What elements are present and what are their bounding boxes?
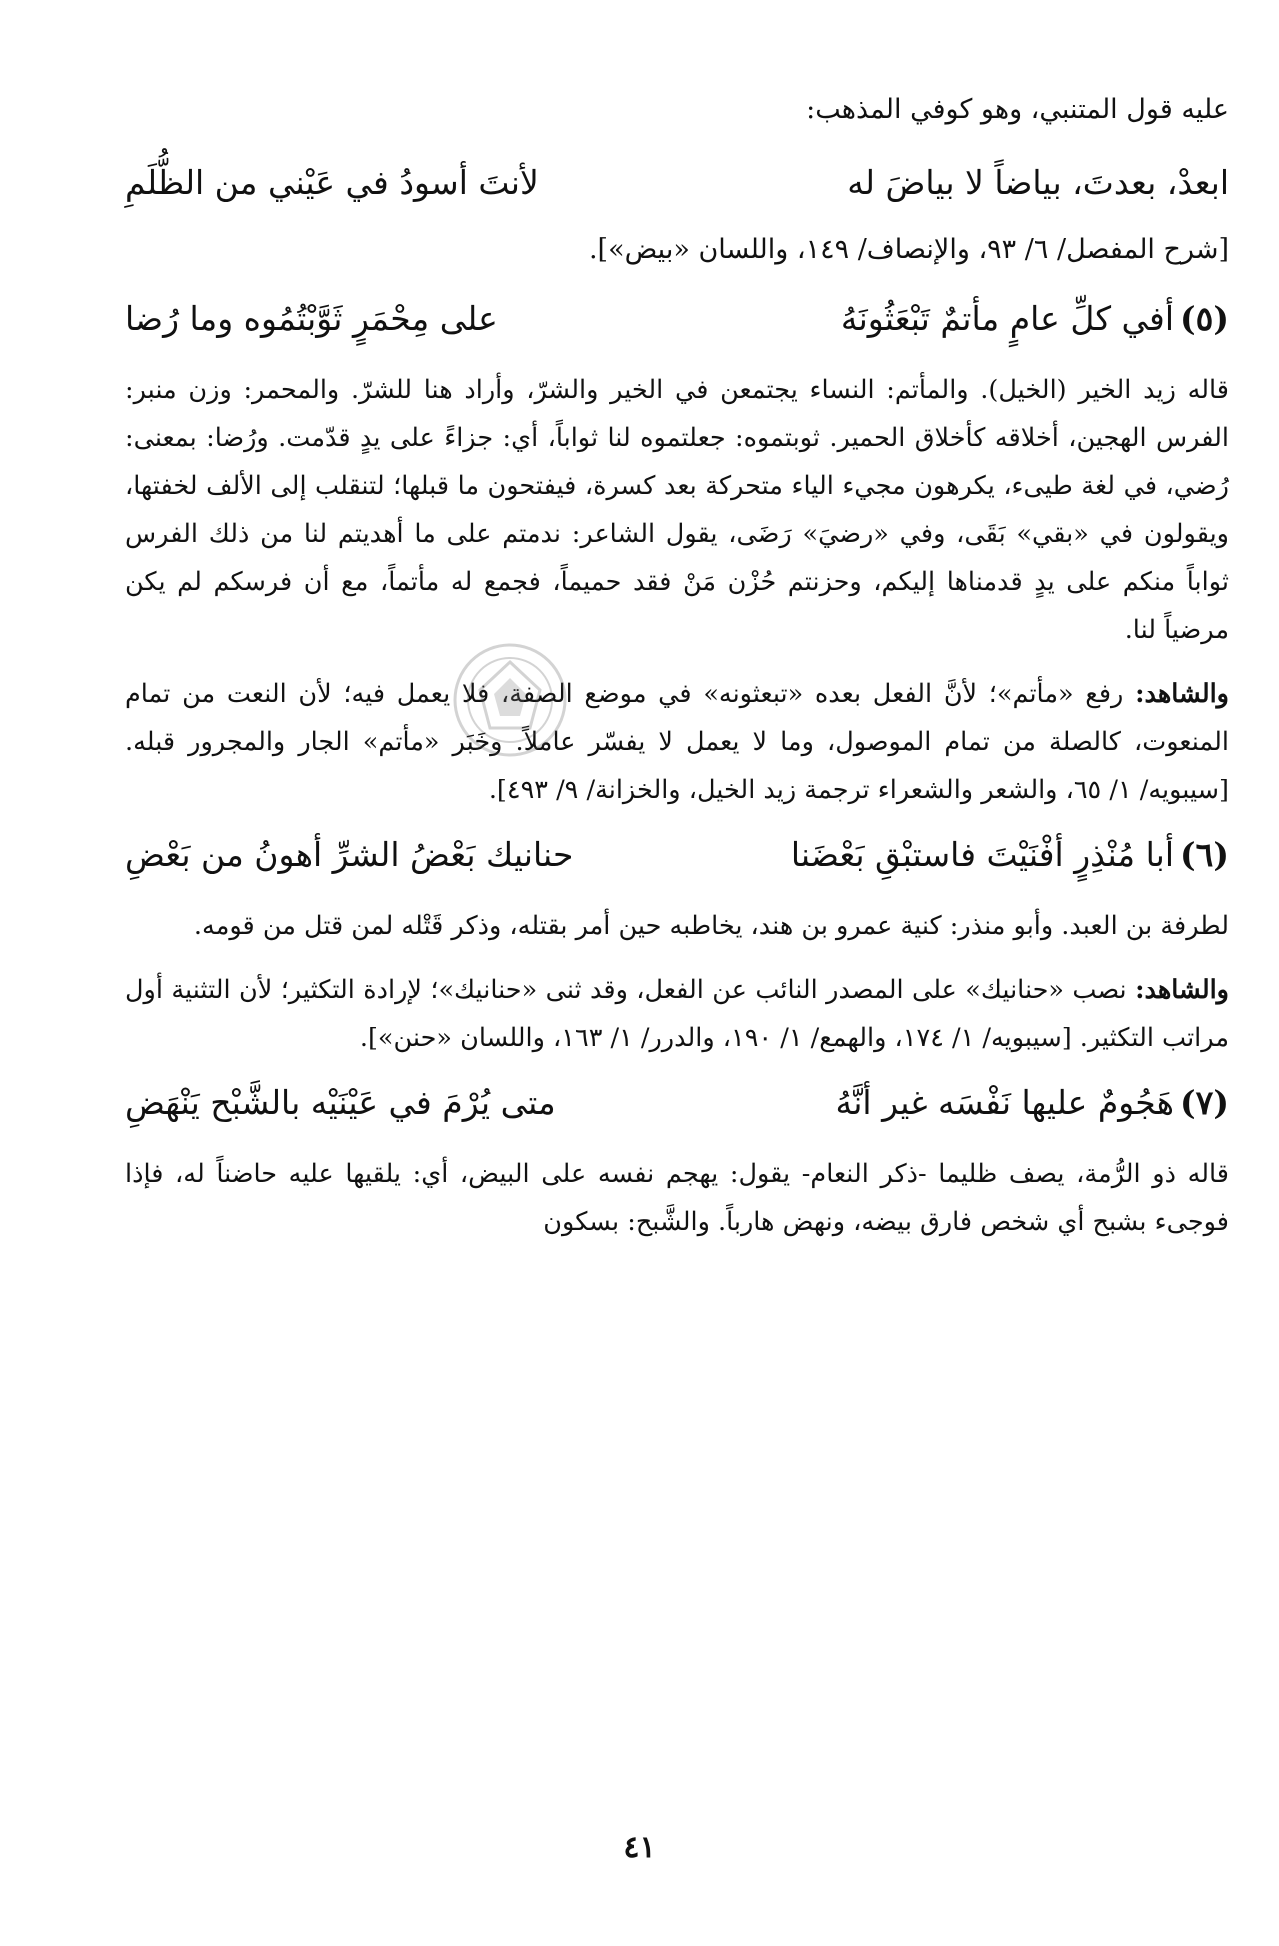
verse-second-hemistich: لأنتَ أسودُ في عَيْني من الظُّلَمِ xyxy=(124,163,539,202)
verse-second-hemistich: حنانيك بَعْضُ الشرِّ أهونُ من بَعْضِ xyxy=(124,835,574,874)
verse-5-explanation: قاله زيد الخير (الخيل). والمأتم: النساء يجتمعن في الخير والشرّ، وأراد هنا للشرّ. والمحمر: وزن منبر: الفرس الهجين، أخلاقه كأخلاق الحمير. ثوبتموه: جعلتموه لنا ثواباً، أي: جزاءً على يدٍ قدّمت. ورُضا: بمعنى: رُضي، في لغة طيىء، يكرهون مجيء الياء متحركة بعد كسرة، فيفتحون ما قبلها؛ لتنقلب إلى الألف لخفتها، ويقولون في «بقي» بَقَى، وفي «رضيَ» رَضَى، يقول الشاعر: ندمتم على ما أهديتم لنا من ذلك الفرس ثواباً منكم على يدٍ قدمناها إليكم، وحزنتم حُزْن مَنْ فقد حميماً، فجمع له مأتماً، مع أن فرسكم لم يكن مرضياً لنا. xyxy=(125,375,1229,645)
verse-number: (٦) xyxy=(1180,835,1229,874)
verse-reference: [شرح المفصل/ ٦/ ٩٣، والإنصاف/ ١٤٩، واللسان «بيض»]. xyxy=(588,234,1229,265)
verse-number: (٥) xyxy=(1180,299,1229,338)
evidence-text: رفع «مأتم»؛ لأنَّ الفعل بعده «تبعثونه» في موضع الصفة، فلا يعمل فيه؛ لأن النعت من تمام المنعوت، كالصلة من تمام الموصول، وما لا يعمل لا يفسّر عاملاً. وخَبَر «مأتم» الجار والمجرور قبله. [سيبويه/ ١/ ٦٥، والشعر والشعراء ترجمة زيد الخيل، والخزانة/ ٩/ ٤٩٣]. xyxy=(125,679,1229,805)
evidence-label: والشاهد: xyxy=(1135,679,1229,709)
verse-almutanabbi xyxy=(125,158,1229,208)
verse-first-hemistich: أفي كلِّ عامٍ مأتمٌ تَبْعَثُونَهُ xyxy=(840,299,1175,338)
verse-6-evidence xyxy=(125,966,1229,1062)
verse-second-hemistich: متى يُرْمَ في عَيْنَيْه بالشَّبْح يَنْهَضِ xyxy=(125,1083,556,1122)
verse-7-explanation: قاله ذو الرُّمة، يصف ظليما -ذكر النعام- يقول: يهجم نفسه على البيض، أي: يلقيها عليه حاضناً له، فإذا فوجىء بشبح أي شخص فارق بيضه، ونهض هارباً. والشَّبح: بسكون xyxy=(125,1159,1229,1237)
verse-6 xyxy=(125,830,1229,880)
verse-6-explanation: لطرفة بن العبد. وأبو منذر: كنية عمرو بن هند، يخاطبه حين أمر بقتله، وذكر قَتْله لمن قتل من قومه. xyxy=(193,911,1229,941)
evidence-text: نصب «حنانيك» على المصدر النائب عن الفعل، وقد ثنى «حنانيك»؛ لإرادة التكثير؛ لأن التثنية أول مراتب التكثير. [سيبويه/ ١/ ١٧٤، والهمع/ ١/ ١٩٠، والدرر/ ١/ ١٦٣، واللسان «حنن»]. xyxy=(125,975,1229,1053)
verse-7 xyxy=(125,1078,1229,1128)
verse-second-hemistich: على مِحْمَرٍ ثَوَّبْتُمُوه وما رُضا xyxy=(125,299,498,338)
verse-first-hemistich: ابعدْ، بعدتَ، بياضاً لا بياضَ له xyxy=(847,163,1229,202)
verse-first-hemistich: أبا مُنْذِرٍ أفْنَيْتَ فاستبْقِ بَعْضَنا xyxy=(790,835,1175,874)
intro-line: عليه قول المتنبي، وهو كوفي المذهب: xyxy=(806,94,1229,125)
evidence-label: والشاهد: xyxy=(1135,975,1229,1005)
verse-number: (٧) xyxy=(1180,1083,1229,1122)
watermark-seal-icon xyxy=(450,640,570,760)
verse-first-hemistich: هَجُومٌ عليها نَفْسَه غير أنَّهُ xyxy=(835,1083,1175,1122)
verse-5 xyxy=(125,294,1229,344)
verse-5-evidence xyxy=(125,670,1229,814)
page-number: ٤١ xyxy=(623,1830,656,1865)
